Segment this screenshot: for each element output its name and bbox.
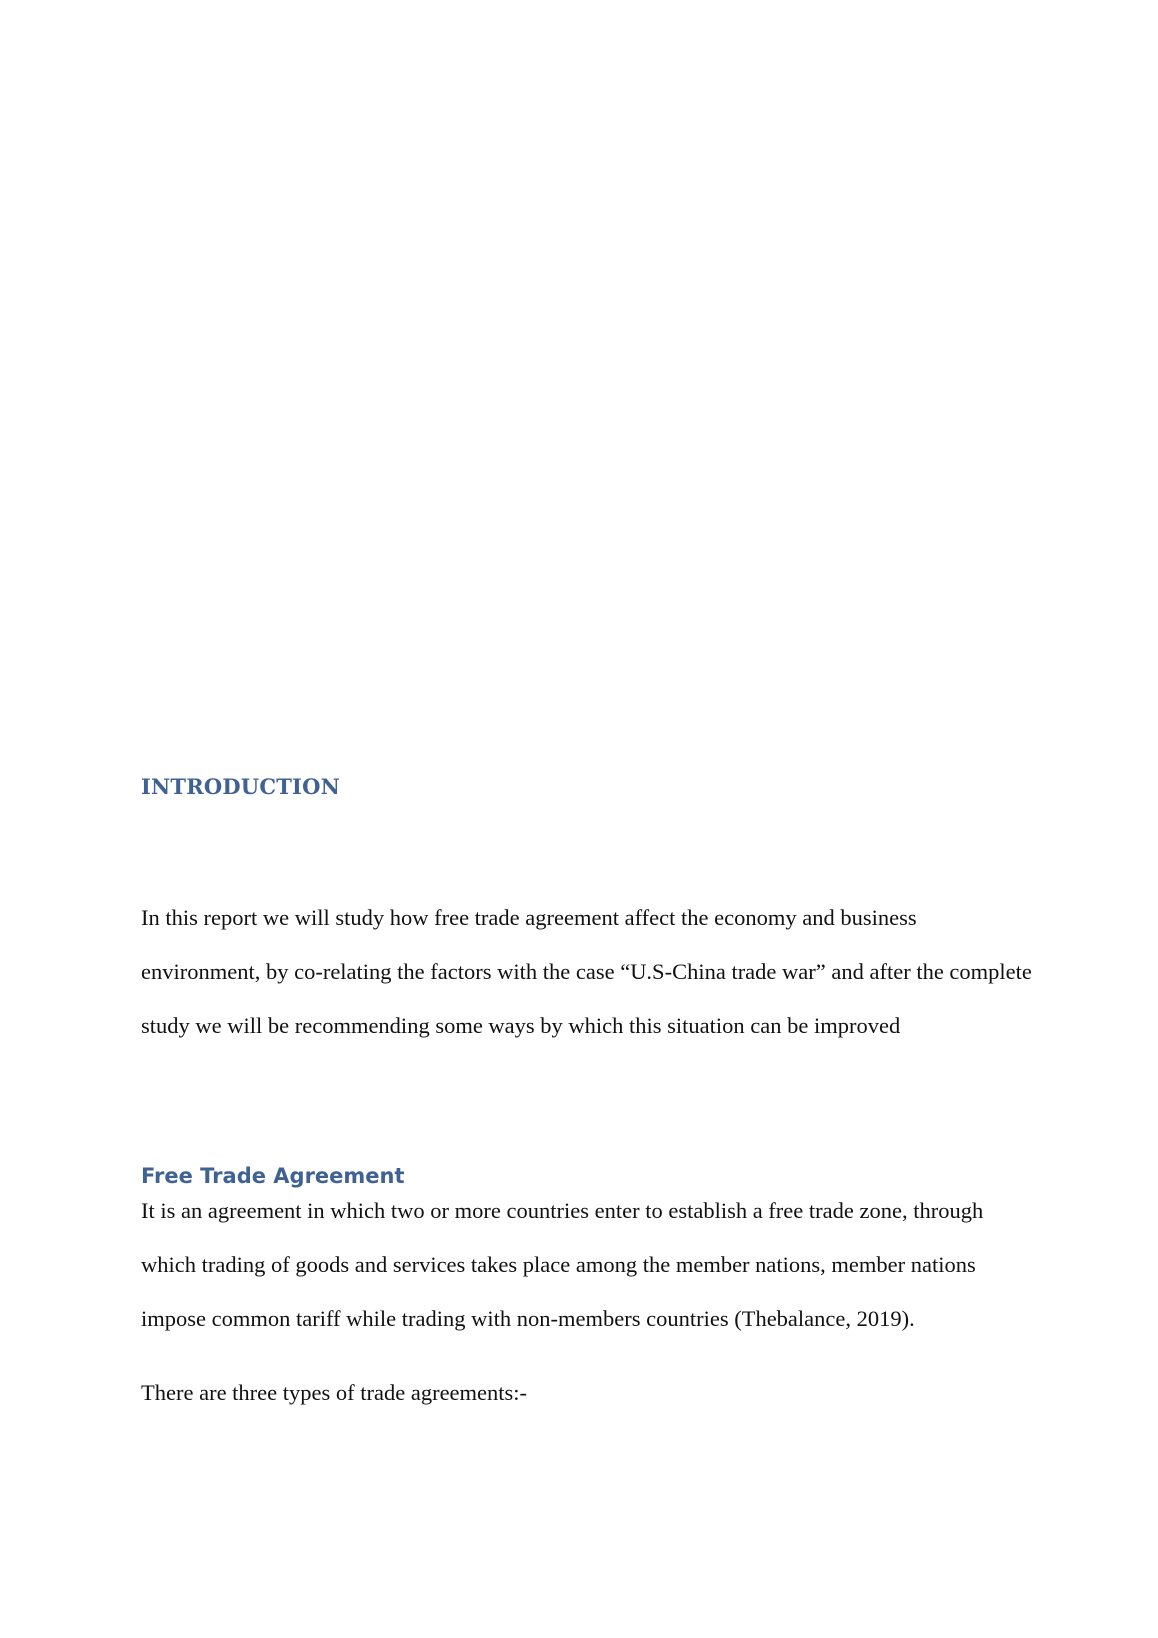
section-heading-introduction: INTRODUCTION bbox=[141, 774, 340, 799]
section-heading-free-trade-agreement: Free Trade Agreement bbox=[141, 1164, 405, 1188]
introduction-paragraph: In this report we will study how free trade agreement affect the economy and business environment, by co-relating the factors with the case “U.S-China trade war” and after the complete study we will be recommending some ways by which this situation can be improved bbox=[141, 905, 1032, 1038]
trade-agreement-types-intro: There are three types of trade agreements:- bbox=[141, 1380, 528, 1405]
free-trade-agreement-paragraph: It is an agreement in which two or more countries enter to establish a free trade zone, through which trading of goods and services takes place among the member nations, member nations impose common tariff while trading with non-members countries (Thebalance, 2019). bbox=[141, 1198, 984, 1331]
